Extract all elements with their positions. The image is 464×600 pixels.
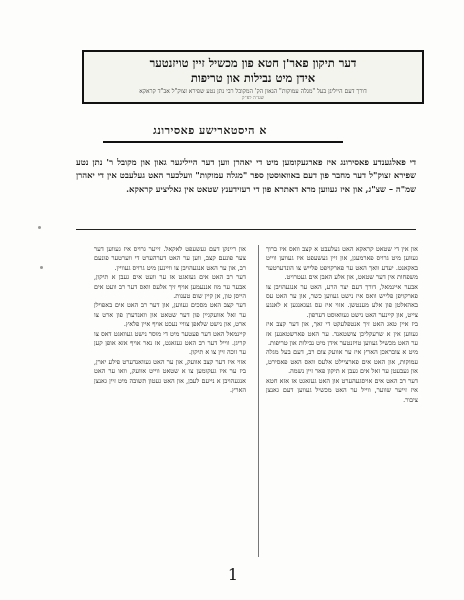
heading-rule <box>103 141 343 143</box>
scan-speck <box>38 226 41 229</box>
scan-speck <box>40 266 43 269</box>
column-divider <box>258 245 259 557</box>
page-number: 1 <box>227 565 239 584</box>
title-box <box>82 50 424 104</box>
intro-divider <box>76 229 416 230</box>
title-line-1: דער תיקון פאר'ן חטא פון מכשיל זיין טויזנטער <box>149 56 357 70</box>
body-column-left: און ריינקן דעם געשעפט לאקאל. זייער גרויס איז געווען דער צער פונעם קצב, ווען ער האט דערהערט די ווערטער פונעם רב, און ער האט אנגעהויבן צו וויינען מיט גרויס געוויין. דער רב האט אים געזאגט אז ער וועט אים געבן א תיקון, אבער ער מוז אננעמען אויף זיך אלעס וואס דער רב וועט אים הייסן טון, אן קיין שום טענות. דער קצב האט מסכים געווען, און דער רב האט אים באפוילן ער זאל אוועקגיין פון דער שטאט און וואנדערן פון ארט צו ארט, און נישט שלאפן צוויי נעכט אויף איין פלאץ. קיינמאל האט דער פעטער מיט די מוסר נישט געוואגט דאס צו קריגן. ווייל דער רב האט געזאגט, אז נאר אויף אזא אופן קען ער זוכה זיין צו א תיקון. אזוי איז דער קצב אוועק, און ער האט געוואנדערט פילע יארן, ביז ער איז געקומען צו א שטאט ווייט אוועק, וואו ער האט אנגעהויבן א נייעם לעבן, און האט געטון תשובה מיט זיין גאנצן הארץ. <box>94 245 246 395</box>
small-caption: שע"ה לפ"ק <box>241 96 265 101</box>
intro-paragraph: די פאלגענדע פאסירונג איז פארגעקומען מיט די יאהרן ווען דער הייליגער גאון און מקובל ר' נתן נטע שפירא זצוק"ל דער מחבר פון דעם באוואוסטן ספר "מגלה עמוקות" וועלכער האט געלעבט אין די יאהרן שמ"ה – שצ"ג, און איז געווען מרא דאתרא פון די רעזידענץ שטאט אין גאליציע קראקא. <box>76 157 416 194</box>
title-line-2: אידן מיט נבילות און טריפות <box>190 71 316 85</box>
body-column-right: און אין די שטאט קראקא האט געלעבט א קצב וואס איז ברוך געווען מיט גרויס פארמעגן, און זיין געשעפט איז געווען ווייט באקאנט. יעדע וואך האט ער פארקויפט פלייש צו הונדערטער משפחות אין דער שטאט, און אלע האבן אים געטרויט. אבער איינמאל, דורך דעם יצר הרע, האט ער אנגעהויבן צו פארקויפן פלייש וואס איז נישט געווען כשר, און ער האט עס באהאלטן פון אלע מענטשן. אזוי איז עס געגאנגען א לאנגע צייט, און קיינער האט נישט געוואוסט דערפון. ביז איין טאג האט זיך אנטפלעקט די זאך, און דער קצב איז געווען אין א שרעקליכן צושטאנד. ער האט פארשטאנען אז ער האט מכשיל געווען טויזנטער אידן מיט נבילות און טריפות. מיט א צובראכן הארץ איז ער אוועק צום רב, דעם בעל מגלה עמוקות, און האט אים פארציילט אלעס וואס האט פאסירט, און געבעטן ער זאל אים געבן א תיקון פאר זיין נשמה. דער רב האט אים אויסגעהערט און האט געזאגט אז אזא חטא איז זייער שווער, ווייל ער האט מכשיל געווען דעם גאנצן ציבור. <box>266 245 418 404</box>
credit-line: דורך דעם הייליגן בעל "מגלה עמוקות" הגאון הק' המקובל רבי נתן נטע שפירא זצוק"ל אב"ד קראקא <box>139 88 367 95</box>
section-heading: א היסטארישע פאסירונג <box>153 124 267 137</box>
